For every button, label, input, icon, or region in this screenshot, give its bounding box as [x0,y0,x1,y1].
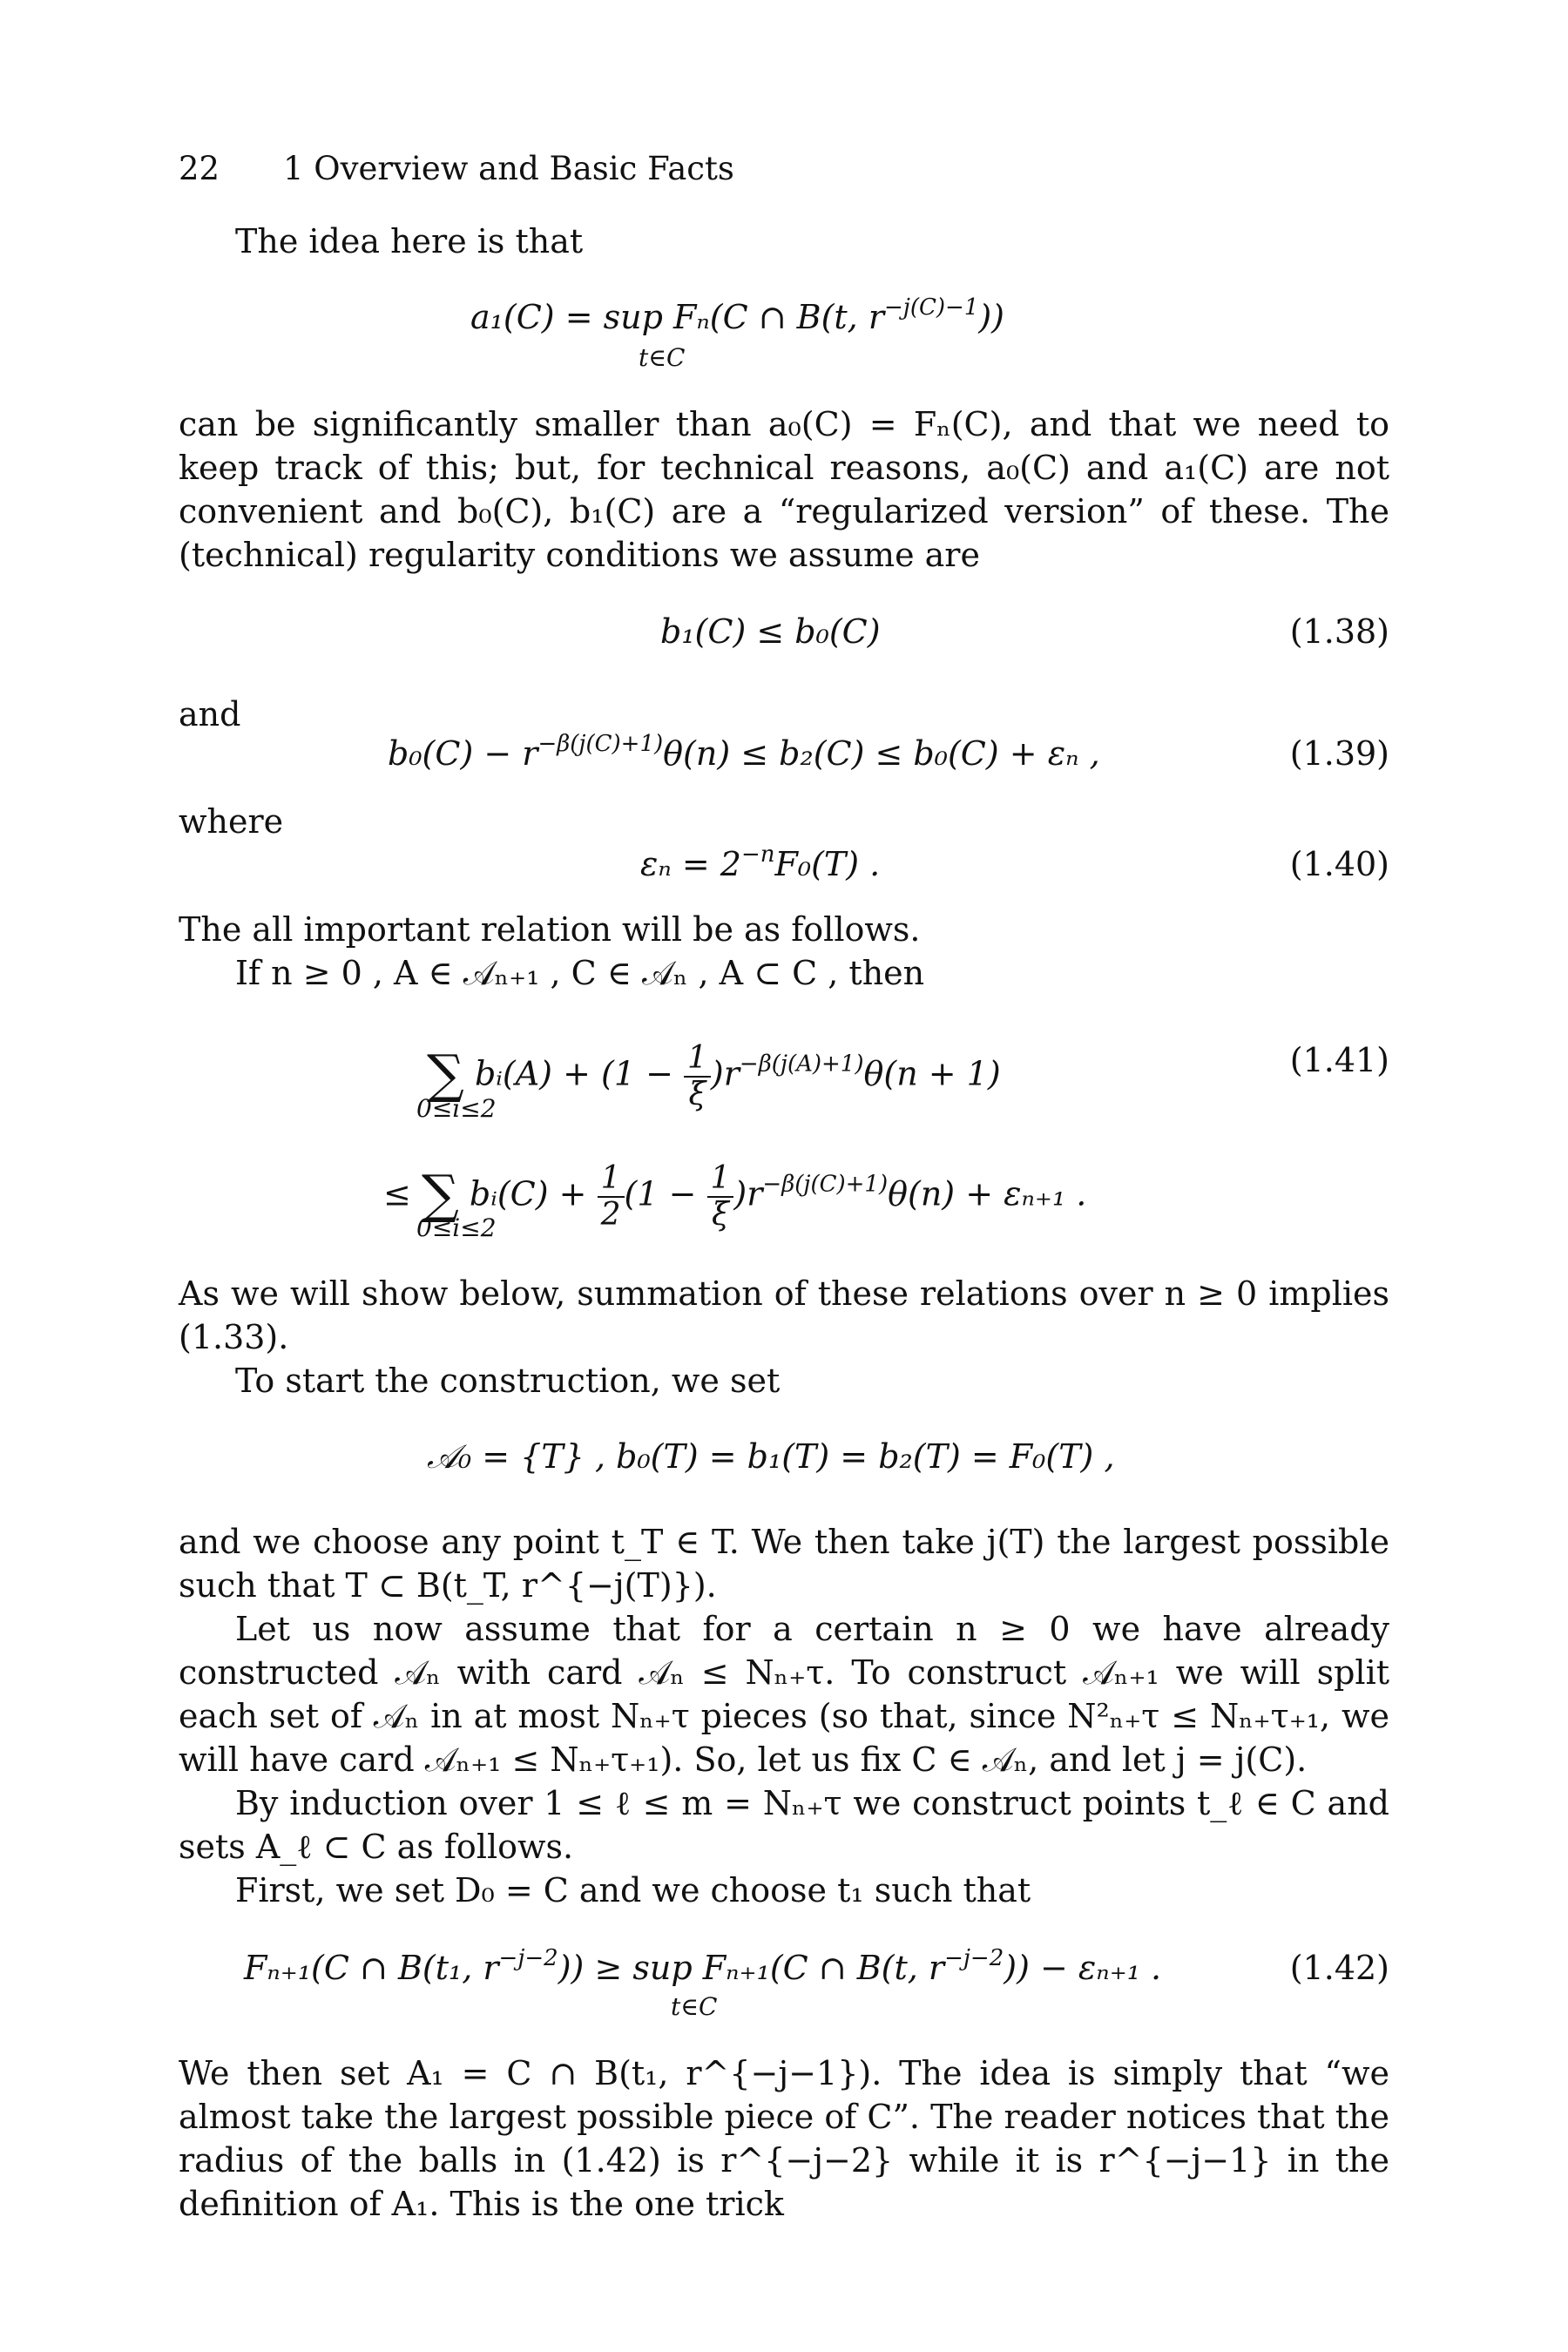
paragraph-condition: If n ≥ 0 , A ∈ 𝒜ₙ₊₁ , C ∈ 𝒜ₙ , A ⊂ C , then [235,954,925,992]
word-and: and [179,695,241,733]
half-denominator: 2 [600,1197,621,1233]
running-header [179,150,734,187]
word-where: where [179,802,284,841]
equation-1-41-r: )r [710,1054,740,1093]
equation-1-41-exponent2: −β(j(C)+1) [762,1171,889,1198]
equation-1-42-exponent2: −j−2 [944,1945,1004,1971]
equation-number-1-42: (1.42) [1289,1949,1389,1987]
equation-number-1-39: (1.39) [1289,734,1389,773]
equation-a1 [470,294,1005,336]
paragraph-set-A1: We then set A₁ = C ∩ B(t₁, r^{−j−1}). The idea is simply that “we almost take the largest possible piece of C”. The reader notices that the radius of the balls in (1.42) is r^{−j−2} while it is r^{−j−1} in the definition of A₁. This is the one trick [179,2054,1389,2223]
fraction-one-half [598,1161,625,1233]
equation-1-41-term2: bᵢ(C) + [469,1174,587,1213]
equation-number-1-40: (1.40) [1289,845,1389,883]
equation-number-1-41: (1.41) [1289,1041,1389,1079]
sum-range-1: 0≤i≤2 [416,1094,497,1123]
fraction-numerator: 1 [684,1041,711,1078]
chapter-title: 1 Overview and Basic Facts [283,150,734,187]
equation-1-41-line1 [427,1041,1001,1112]
equation-1-40-right: F₀(T) . [774,845,881,883]
equation-1-39 [388,731,1100,773]
paragraph-regularized: can be significantly smaller than a₀(C) = Fₙ(C), and that we need to keep track of this; but, for technical reasons, a₀(C) and a₁(C) are not convenient and b₀(C), b₁(C) are a “regularized version” of these. The (technical) regularity conditions we assume are [179,405,1389,574]
fraction-numerator-2: 1 [707,1161,734,1198]
fraction-one-over-xi [684,1041,711,1112]
paragraph-summation: As we will show below, summation of these relations over n ≥ 0 implies (1.33). [179,1274,1389,1356]
equation-1-41-term1: bᵢ(A) + (1 − [474,1054,673,1093]
equation-1-38: b₁(C) ≤ b₀(C) [660,612,881,651]
equation-1-39-exponent: −β(j(C)+1) [537,731,664,757]
paragraph-intro: The idea here is that [235,222,584,260]
equation-1-42-right: )) − εₙ₊₁ . [1004,1949,1162,1987]
fraction-denominator-2: ξ [712,1197,729,1233]
paragraph-induction: By induction over 1 ≤ ℓ ≤ m = Nₙ₊τ we construct points t_ℓ ∈ C and sets A_ℓ ⊂ C as follows. [179,1784,1389,1866]
equation-1-41-exponent1: −β(j(A)+1) [739,1051,864,1078]
equation-1-42 [244,1945,1162,1987]
fraction-one-over-xi-2 [707,1161,734,1233]
equation-number-1-38: (1.38) [1289,612,1389,651]
sum-symbol: ∑ [427,1044,464,1105]
equation-1-41-r2: )r [733,1174,763,1213]
equation-A0: 𝒜₀ = {T} , b₀(T) = b₁(T) = b₂(T) = F₀(T) , [427,1437,1115,1476]
paragraph-choose-point: and we choose any point t_T ∈ T. We then take j(T) the largest possible such that T ⊂ B(t_T, r^{−j(T)}). [179,1523,1389,1605]
equation-1-41-theta2: θ(n) + εₙ₊₁ . [888,1174,1087,1213]
paragraph-first: First, we set D₀ = C and we choose t₁ such that [235,1871,1031,1909]
equation-1-40-left: εₙ = 2 [640,845,741,883]
equation-a1-close: )) [978,298,1005,336]
equation-1-42-middle: )) ≥ sup Fₙ₊₁(C ∩ B(t, r [558,1949,945,1987]
paragraph-relation: The all important relation will be as follows. [179,910,921,949]
equation-1-39-left: b₀(C) − r [388,734,538,773]
equation-a1-exponent: −j(C)−1 [884,294,979,321]
equation-1-42-exponent1: −j−2 [498,1945,558,1971]
equation-1-42-subscript: t∈C [671,1992,718,2021]
equation-1-40-exponent: −n [740,841,775,868]
equation-1-39-right: θ(n) ≤ b₂(C) ≤ b₀(C) + εₙ , [663,734,1100,773]
page-number: 22 [179,150,220,187]
equation-a1-body: a₁(C) = sup Fₙ(C ∩ B(t, r [470,298,884,336]
equation-a1-subscript: t∈C [639,343,686,372]
paragraph-induction-step: Let us now assume that for a certain n ≥ 0 we have already constructed 𝒜ₙ with card 𝒜ₙ ≤ Nₙ₊τ. To construct 𝒜ₙ₊₁ we will split each set of 𝒜ₙ in at most Nₙ₊τ pieces (so that, since N²ₙ₊τ ≤ Nₙ₊τ₊₁, we will have card 𝒜ₙ₊₁ ≤ Nₙ₊τ₊₁). So, let us fix C ∈ 𝒜ₙ, and let j = j(C). [179,1610,1389,1779]
equation-1-42-left: Fₙ₊₁(C ∩ B(t₁, r [244,1949,499,1987]
sum-range-2: 0≤i≤2 [416,1213,497,1242]
fraction-denominator: ξ [688,1077,706,1112]
equation-1-40 [640,841,881,883]
equation-1-41-theta1: θ(n + 1) [863,1054,1001,1093]
equation-1-41-paren: (1 − [624,1174,697,1213]
half-numerator: 1 [598,1161,625,1198]
sum-symbol-2: ∑ [421,1164,459,1226]
paragraph-start: To start the construction, we set [235,1362,781,1400]
leq-symbol: ≤ [383,1174,411,1213]
